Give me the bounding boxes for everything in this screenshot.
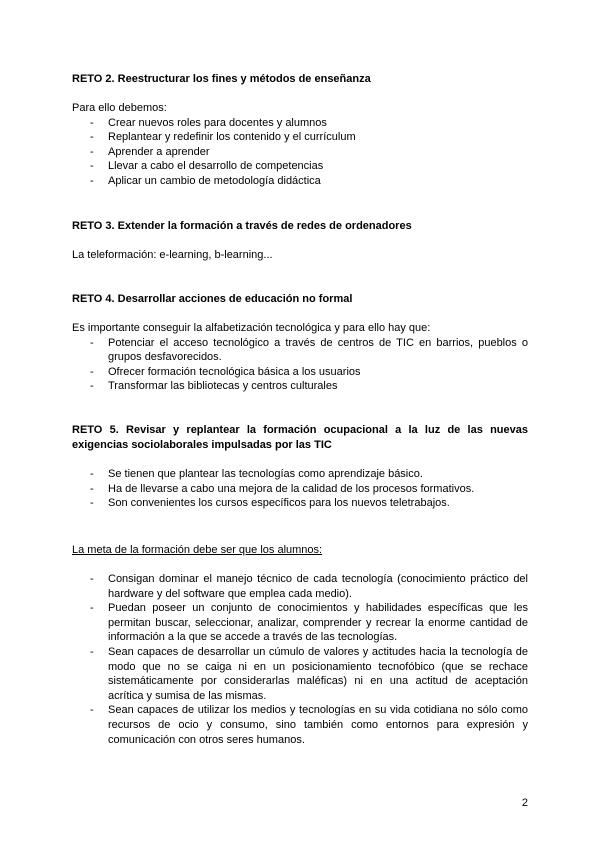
reto5-list [72, 467, 528, 511]
reto5-heading: RETO 5. Revisar y replantear la formación ocupacional a la luz de las nuevas exigencias sociolaborales impulsadas por las TIC [72, 424, 528, 451]
reto4-heading: RETO 4. Desarrollar acciones de educación no formal [72, 293, 353, 305]
list-item: - Crear nuevos roles para docentes y alumnos [72, 116, 528, 131]
list-item: - Replantear y redefinir los contenido y el currículum [72, 130, 528, 145]
list-item: - Ha de llevarse a cabo una mejora de la calidad de los procesos formativos. [72, 482, 528, 497]
reto2-section [72, 101, 528, 189]
reto5-section [72, 467, 528, 511]
reto4-section [72, 321, 528, 394]
list-item: - Son convenientes los cursos específicos para los nuevos teletrabajos. [72, 496, 528, 511]
list-item: - Aplicar un cambio de metodología didáctica [72, 174, 528, 189]
reto3-heading: RETO 3. Extender la formación a través de redes de ordenadores [72, 220, 412, 232]
list-item: - Potenciar el acceso tecnológico a través de centros de TIC en barrios, pueblos o grupos desfavorecidos. [72, 336, 528, 365]
meta-section [72, 572, 528, 747]
meta-heading: La meta de la formación debe ser que los alumnos: [72, 544, 323, 556]
reto3-text: La teleformación: e-learning, b-learning... [72, 249, 273, 261]
list-item: - Aprender a aprender [72, 145, 528, 160]
list-item: - Llevar a cabo el desarrollo de competencias [72, 159, 528, 174]
reto2-heading: RETO 2. Reestructurar los fines y métodos de enseñanza [72, 73, 371, 85]
reto2-intro: Para ello debemos: [72, 102, 167, 114]
page-number: 2 [521, 797, 528, 809]
list-item: - Se tienen que plantear las tecnologías como aprendizaje básico. [72, 467, 528, 482]
reto4-intro: Es importante conseguir la alfabetización tecnológica y para ello hay que: [72, 322, 431, 334]
list-item: - Ofrecer formación tecnológica básica a los usuarios [72, 365, 528, 380]
list-item: - Puedan poseer un conjunto de conocimientos y habilidades específicas que les permitan buscar, seleccionar, analizar, comprender y recrear la enorme cantidad de información a la que se accede a través de las tecnologías. [72, 601, 528, 645]
list-item: - Sean capaces de desarrollar un cúmulo de valores y actitudes hacia la tecnología de modo que no se caiga ni en un posicionamiento tecnofóbico (que se rechace sistemáticamente por considerarlas maléficas) ni en una actitud de aceptación acrítica y sumisa de las mismas. [72, 645, 528, 703]
reto2-list [72, 116, 528, 189]
meta-list [72, 572, 528, 747]
reto4-list [72, 336, 528, 394]
list-item: - Sean capaces de utilizar los medios y tecnologías en su vida cotidiana no sólo como recursos de ocio y consumo, sino también como entornos para expresión y comunicación con otros seres humanos. [72, 703, 528, 747]
list-item: - Consigan dominar el manejo técnico de cada tecnología (conocimiento práctico del hardware y del software que emplea cada medio). [72, 572, 528, 601]
list-item: - Transformar las bibliotecas y centros culturales [72, 379, 528, 394]
